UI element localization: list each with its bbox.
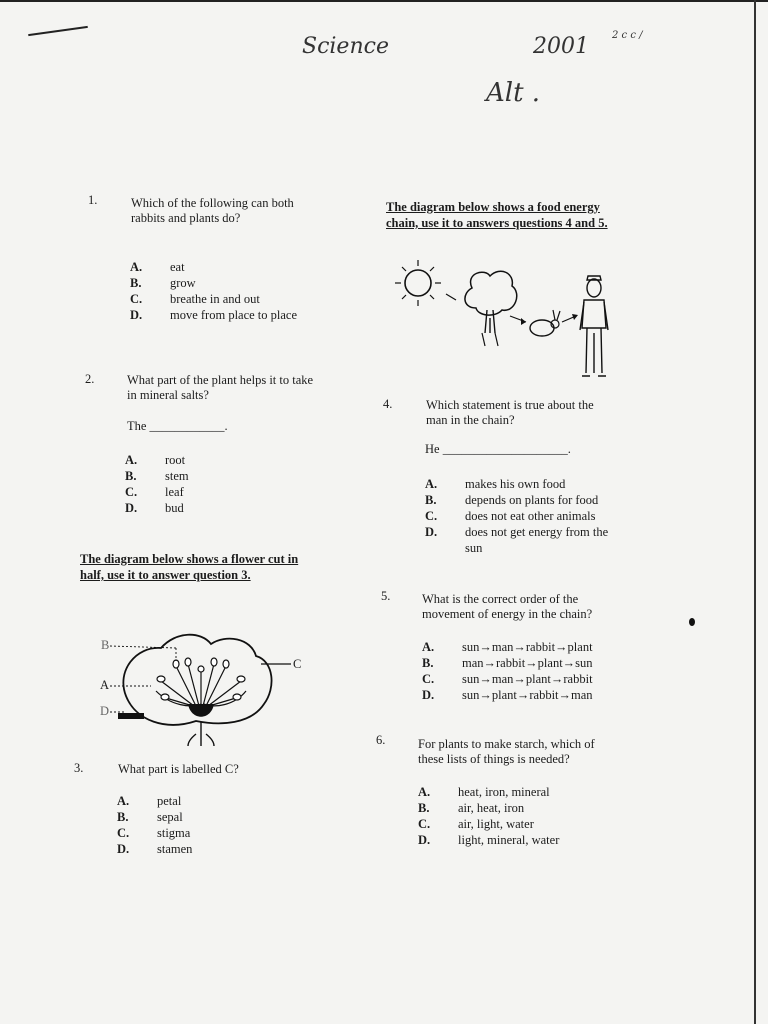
rabbit-icon xyxy=(530,310,560,336)
top-edge-line xyxy=(0,0,768,2)
q2-option-a[interactable] xyxy=(125,452,189,468)
option-text: air, light, water xyxy=(458,817,534,831)
q1-text-line2: rabbits and plants do? xyxy=(131,211,241,225)
year-handwritten: 2001 xyxy=(533,34,589,59)
q1-number: 1. xyxy=(88,193,98,207)
option-letter: C. xyxy=(418,817,431,831)
option-letter: C. xyxy=(422,672,435,686)
option-text: stamen xyxy=(157,842,193,856)
q4-option-b[interactable] xyxy=(425,492,608,508)
option-letter: A. xyxy=(130,260,143,274)
option-text: does not get energy from the xyxy=(465,525,609,539)
initials-handwritten: Alt . xyxy=(486,78,541,108)
option-text: leaf xyxy=(165,485,184,499)
flower-label-b: B xyxy=(101,638,110,652)
option-text: light, mineral, water xyxy=(458,833,560,847)
scribble-top-right: 2 c c / xyxy=(612,30,643,41)
man-icon xyxy=(580,276,608,376)
q6-text-line2: these lists of things is needed? xyxy=(418,752,570,766)
right-edge-line xyxy=(754,0,756,1024)
option-text: sepal xyxy=(157,810,183,824)
q5-option-b[interactable] xyxy=(422,655,593,671)
option-text: sun xyxy=(465,541,483,555)
q2-option-d[interactable] xyxy=(125,500,189,516)
q2-options xyxy=(125,452,189,516)
q5-option-c[interactable] xyxy=(422,671,593,687)
q2-text-line1: What part of the plant helps it to take xyxy=(127,373,314,387)
option-text: sun→man→plant→rabbit xyxy=(462,672,593,686)
q6-option-a[interactable] xyxy=(418,784,559,800)
option-text: makes his own food xyxy=(465,477,566,491)
option-text: root xyxy=(165,453,186,467)
flower-heading-line1: The diagram below shows a flower cut in xyxy=(80,552,299,566)
option-letter: A. xyxy=(418,785,431,799)
q4-number: 4. xyxy=(383,397,393,411)
option-letter: C. xyxy=(425,509,438,523)
q6-number: 6. xyxy=(376,733,386,747)
q2-option-c[interactable] xyxy=(125,484,189,500)
pen-mark xyxy=(28,26,88,36)
q4-option-d[interactable] xyxy=(425,524,608,540)
option-text: eat xyxy=(170,260,185,274)
flower-heading-line2: half, use it to answer question 3. xyxy=(80,568,251,582)
option-letter: A. xyxy=(425,477,438,491)
option-letter: D. xyxy=(418,833,431,847)
q3-option-c[interactable] xyxy=(117,825,192,841)
q3-option-d[interactable] xyxy=(117,841,192,857)
option-letter: D. xyxy=(125,501,138,515)
option-letter: C. xyxy=(130,292,143,306)
option-text: petal xyxy=(157,794,182,808)
food-chain-heading xyxy=(386,199,608,231)
q4-answer-blank[interactable]: He ____________________. xyxy=(425,442,571,456)
option-letter: D. xyxy=(117,842,130,856)
subject-handwritten: Science xyxy=(302,34,389,59)
flower-label-a: A xyxy=(100,678,110,692)
q1-options xyxy=(130,259,297,323)
q5-option-a[interactable] xyxy=(422,639,593,655)
q4-option-d-continued xyxy=(425,540,608,556)
option-letter: D. xyxy=(130,308,143,322)
q2-answer-blank[interactable]: The ____________. xyxy=(127,419,228,433)
option-letter: B. xyxy=(125,469,137,483)
option-letter: D. xyxy=(422,688,435,702)
option-text: breathe in and out xyxy=(170,292,260,306)
tree-icon xyxy=(465,271,517,346)
q1-text-line1: Which of the following can both xyxy=(131,196,294,210)
q6-option-b[interactable] xyxy=(418,800,559,816)
q4-option-a[interactable] xyxy=(425,476,608,492)
q1-option-b[interactable] xyxy=(130,275,297,291)
q4-options xyxy=(425,476,608,556)
q1-option-c[interactable] xyxy=(130,291,297,307)
q2-text-line2: in mineral salts? xyxy=(127,388,209,402)
q5-option-d[interactable] xyxy=(422,687,593,703)
flower-label-c: C xyxy=(293,657,302,671)
q2-number: 2. xyxy=(85,372,95,386)
q6-text xyxy=(418,737,595,767)
flower-label-d: D xyxy=(100,704,110,718)
q2-option-b[interactable] xyxy=(125,468,189,484)
q5-options xyxy=(422,639,593,703)
q1-option-d[interactable] xyxy=(130,307,297,323)
q4-text xyxy=(426,398,594,428)
q6-options xyxy=(418,784,559,848)
option-text: move from place to place xyxy=(170,308,298,322)
q3-option-a[interactable] xyxy=(117,793,192,809)
q6-option-d[interactable] xyxy=(418,832,559,848)
food-chain-diagram xyxy=(390,258,620,383)
option-letter: B. xyxy=(130,276,142,290)
margin-dot-mark xyxy=(689,618,695,626)
q1-text xyxy=(131,196,294,226)
sun-icon xyxy=(395,260,441,306)
option-text: bud xyxy=(165,501,184,515)
q5-text-line1: What is the correct order of the xyxy=(422,592,579,606)
option-text: heat, iron, mineral xyxy=(458,785,550,799)
q4-text-line2: man in the chain? xyxy=(426,413,515,427)
q3-text: What part is labelled C? xyxy=(118,762,239,776)
chain-heading-line2: chain, use it to answers questions 4 and 5. xyxy=(386,216,608,230)
q4-option-c[interactable] xyxy=(425,508,608,524)
option-text: stem xyxy=(165,469,189,483)
option-letter: A. xyxy=(117,794,130,808)
q1-option-a[interactable] xyxy=(130,259,297,275)
option-letter: D. xyxy=(425,525,438,539)
q6-text-line1: For plants to make starch, which of xyxy=(418,737,595,751)
option-letter: C. xyxy=(125,485,138,499)
q3-option-b[interactable] xyxy=(117,809,192,825)
option-text: sun→plant→rabbit→man xyxy=(462,688,593,702)
option-letter: B. xyxy=(418,801,430,815)
chain-heading-line1: The diagram below shows a food energy xyxy=(386,200,600,214)
option-text: sun→man→rabbit→plant xyxy=(462,640,593,654)
q5-text-line2: movement of energy in the chain? xyxy=(422,607,593,621)
flower-cross-section-diagram xyxy=(96,626,316,748)
flower-diagram-heading xyxy=(80,551,298,583)
q5-number: 5. xyxy=(381,589,391,603)
option-letter: B. xyxy=(425,493,437,507)
q5-text xyxy=(422,592,592,622)
option-text: air, heat, iron xyxy=(458,801,525,815)
q3-options xyxy=(117,793,192,857)
option-letter: B. xyxy=(117,810,129,824)
option-text: man→rabbit→plant→sun xyxy=(462,656,593,670)
option-letter: A. xyxy=(125,453,138,467)
option-letter: C. xyxy=(117,826,130,840)
q3-number: 3. xyxy=(74,761,84,775)
option-letter: B. xyxy=(422,656,434,670)
option-text: does not eat other animals xyxy=(465,509,596,523)
option-text: grow xyxy=(170,276,196,290)
q4-text-line1: Which statement is true about the xyxy=(426,398,594,412)
option-letter: A. xyxy=(422,640,435,654)
option-text: depends on plants for food xyxy=(465,493,599,507)
q2-text xyxy=(127,373,313,403)
option-text: stigma xyxy=(157,826,191,840)
q6-option-c[interactable] xyxy=(418,816,559,832)
